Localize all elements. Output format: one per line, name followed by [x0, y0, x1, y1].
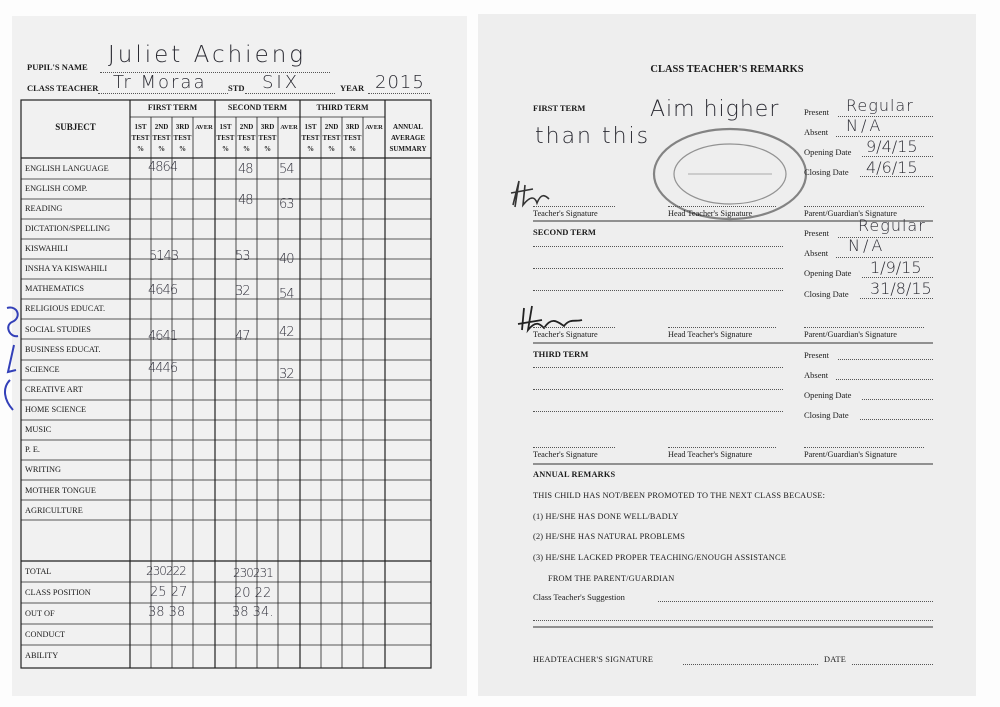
score-cell: 38 34. [232, 605, 274, 620]
score-cell: 53 [235, 249, 250, 264]
score-cell: 20 22 [234, 586, 272, 601]
score-cell: 54 [279, 287, 294, 302]
subject-row-label: SOCIAL STUDIES [25, 325, 91, 334]
subject-row-label: KISWAHILI [25, 244, 68, 253]
t1-head-signature-label: Head Teacher's Signature [668, 209, 753, 218]
out-of-row-label: OUT OF [25, 609, 55, 618]
score-cell: 4864 [148, 160, 178, 175]
t2-test2-header: 2ND TEST % [237, 123, 256, 153]
t2-test1-header: 1ST TEST % [216, 123, 235, 153]
second-term-header: SECOND TERM [227, 103, 288, 112]
score-cell: 32 [279, 367, 294, 382]
class-teacher-label: CLASS TEACHER [27, 83, 99, 93]
subject-row-label: MUSIC [25, 425, 52, 434]
annual-remarks-label: ANNUAL REMARKS [533, 470, 616, 479]
t1-absent-value: N/A [846, 116, 884, 135]
t2-head-signature-label: Head Teacher's Signature [668, 330, 753, 339]
score-cell: 5143 [149, 249, 179, 264]
ability-row-label: ABILITY [25, 651, 59, 660]
t3-parent-signature-label: Parent/Guardian's Signature [804, 450, 897, 459]
annual-average-header: ANNUAL AVERAGE SUMMARY [389, 123, 427, 153]
subject-row-label: MOTHER TONGUE [25, 486, 96, 495]
std-label: STD [228, 83, 245, 93]
t1-absent-label: Absent [804, 127, 829, 137]
second-term-label: SECOND TERM [533, 227, 596, 237]
score-cell: 25 27 [150, 585, 188, 600]
t1-aver-header: AVER [195, 124, 213, 131]
subject-row-label: SCIENCE [25, 365, 60, 374]
total-row-label: TOTAL [25, 567, 52, 576]
suggestion-line [658, 601, 933, 602]
subject-row-label: INSHA YA KISWAHILI [25, 264, 108, 273]
date-line [852, 664, 933, 665]
class-position-row-label: CLASS POSITION [25, 588, 91, 597]
first-term-header: FIRST TERM [147, 103, 198, 112]
class-teacher-value: Tr Moraa [113, 72, 207, 93]
t1-parent-signature-label: Parent/Guardian's Signature [804, 209, 897, 218]
t2-present-value: Regular [858, 216, 926, 235]
score-cell: 4641 [148, 329, 178, 344]
score-cell: 32 [235, 284, 250, 299]
std-value: SIX [262, 72, 301, 93]
t3-opening-label: Opening Date [804, 390, 852, 400]
t2-parent-signature-label: Parent/Guardian's Signature [804, 330, 897, 339]
subject-row-label: ENGLISH LANGUAGE [25, 164, 109, 173]
score-cell: 47 [235, 329, 250, 344]
t1-test2-header: 2ND TEST % [152, 123, 171, 153]
t1-opening-value: 9/4/15 [866, 137, 918, 156]
t2-closing-value: 31/8/15 [870, 279, 932, 298]
score-cell: 230231 [233, 566, 273, 580]
t2-test3-header: 3RD TEST % [258, 123, 277, 153]
year-value: 2015 [375, 72, 425, 93]
t1-closing-value: 4/6/15 [866, 158, 918, 177]
t1-closing-label: Closing Date [804, 167, 849, 177]
first-term-remark-line2: than this [535, 124, 651, 149]
subject-header: SUBJECT [55, 122, 96, 132]
subject-row-label: P. E. [25, 445, 40, 454]
pupil-name-value: Juliet Achieng [108, 42, 307, 68]
annual-remarks-line: (3) HE/SHE LACKED PROPER TEACHING/ENOUGH ASSISTANCE [533, 553, 786, 562]
annual-remarks-line: THIS CHILD HAS NOT/BEEN PROMOTED TO THE NEXT CLASS BECAUSE: [533, 491, 826, 500]
headteacher-signature-label: HEADTEACHER'S SIGNATURE [533, 655, 654, 664]
t2-absent-value: N/A [848, 236, 886, 255]
t2-absent-label: Absent [804, 248, 829, 258]
t1-test3-header: 3RD TEST % [173, 123, 192, 153]
subject-row-label: MATHEMATICS [25, 284, 85, 293]
t1-present-value: Regular [846, 96, 914, 115]
suggestion-label: Class Teacher's Suggestion [533, 592, 625, 602]
t1-present-label: Present [804, 107, 830, 117]
score-cell: 4646 [148, 283, 178, 298]
pupil-name-label: PUPIL'S NAME [27, 62, 88, 72]
t3-test3-header: 3RD TEST % [343, 123, 362, 153]
first-term-remark-line1: Aim higher [650, 97, 780, 122]
t3-closing-label: Closing Date [804, 410, 849, 420]
subject-row-label: HOME SCIENCE [25, 405, 87, 414]
subject-row-label: RELIGIOUS EDUCAT. [25, 304, 106, 313]
t3-test2-header: 2ND TEST % [322, 123, 341, 153]
t3-test1-header: 1ST TEST % [301, 123, 320, 153]
t3-absent-label: Absent [804, 370, 829, 380]
t3-aver-header: AVER [365, 124, 383, 131]
t3-head-signature-label: Head Teacher's Signature [668, 450, 753, 459]
annual-remarks-line: (1) HE/SHE HAS DONE WELL/BADLY [533, 512, 679, 521]
conduct-row-label: CONDUCT [25, 630, 66, 639]
score-cell: 42 [279, 325, 294, 340]
score-cell: 54 [279, 162, 294, 177]
subject-row-label: READING [25, 204, 63, 213]
third-term-header: THIRD TERM [316, 103, 369, 112]
t1-opening-label: Opening Date [804, 147, 852, 157]
t3-teacher-signature-label: Teacher's Signature [533, 450, 598, 459]
score-cell: 40 [279, 252, 294, 267]
annual-remarks-line: FROM THE PARENT/GUARDIAN [548, 574, 675, 583]
subject-row-label: BUSINESS EDUCAT. [25, 345, 101, 354]
score-cell: 63 [279, 197, 294, 212]
score-cell: 48 [238, 193, 253, 208]
first-term-label: FIRST TERM [533, 103, 586, 113]
t2-closing-label: Closing Date [804, 289, 849, 299]
t1-teacher-signature-label: Teacher's Signature [533, 209, 598, 218]
remarks-title: CLASS TEACHER'S REMARKS [650, 64, 804, 75]
t2-opening-label: Opening Date [804, 268, 852, 278]
headteacher-signature-line [683, 664, 818, 665]
subject-row-label: CREATIVE ART [25, 385, 83, 394]
t2-opening-value: 1/9/15 [870, 258, 922, 277]
date-label: DATE [824, 655, 846, 664]
t2-present-label: Present [804, 228, 830, 238]
third-term-label: THIRD TERM [533, 349, 589, 359]
subject-row-label: ENGLISH COMP. [25, 184, 88, 193]
subject-row-label: AGRICULTURE [25, 506, 83, 515]
t3-present-label: Present [804, 350, 830, 360]
score-cell: 48 [238, 162, 253, 177]
score-cell: 4446 [148, 361, 178, 376]
score-cell: 230222 [146, 564, 186, 578]
t2-teacher-signature-label: Teacher's Signature [533, 330, 598, 339]
t2-aver-header: AVER [280, 124, 298, 131]
suggestion-line [533, 620, 933, 621]
subject-row-label: DICTATION/SPELLING [25, 224, 111, 233]
annual-remarks-line: (2) HE/SHE HAS NATURAL PROBLEMS [533, 532, 686, 541]
t1-test1-header: 1ST TEST % [131, 123, 150, 153]
score-cell: 38 38 [148, 605, 186, 620]
year-label: YEAR [340, 83, 365, 93]
subject-row-label: WRITING [25, 465, 61, 474]
